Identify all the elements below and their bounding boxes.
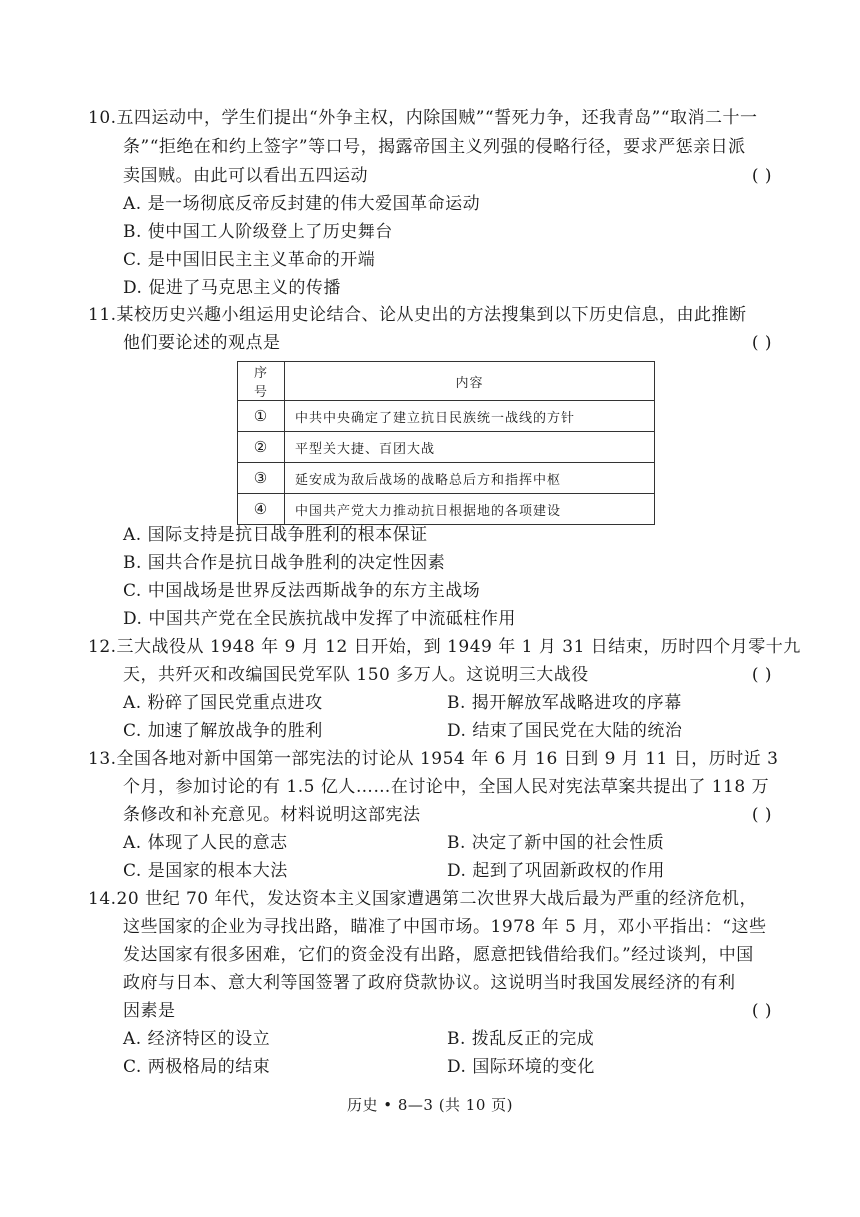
q13-answer-bracket: ( ) (751, 805, 772, 825)
q14-stem-line (88, 885, 772, 913)
q14-option-c (123, 1053, 423, 1081)
q12-option-c (123, 717, 423, 745)
table-cell-content: 中共中央确定了建立抗日民族统一战线的方针 (285, 401, 655, 432)
q13-option-c (123, 857, 423, 885)
q12-answer-bracket: ( ) (751, 665, 772, 685)
option-text: B. 使中国工人阶级登上了历史舞台 (123, 222, 393, 242)
q14-stem-line (123, 997, 772, 1025)
option-text: B. 国共合作是抗日战争胜利的决定性因素 (123, 553, 446, 573)
q12-stem-text: 天，共歼灭和改编国民党军队 150 多万人。这说明三大战役 (123, 665, 589, 685)
q14-option-d (447, 1053, 747, 1081)
q12-option-b (447, 689, 747, 717)
table-row (238, 401, 655, 432)
q13-stem-line (88, 745, 779, 773)
option-text: A. 经济特区的设立 (123, 1029, 271, 1049)
table-row (238, 463, 655, 494)
option-text: D. 促进了马克思主义的传播 (123, 278, 341, 298)
q10-stem-line (123, 133, 772, 161)
q11-info-table (237, 361, 655, 525)
option-text: D. 起到了巩固新政权的作用 (447, 861, 665, 881)
option-text: C. 两极格局的结束 (123, 1057, 271, 1077)
table-row (238, 432, 655, 463)
q12-option-d (447, 717, 747, 745)
option-text: D. 国际环境的变化 (447, 1057, 595, 1077)
q14-stem-text: 政府与日本、意大利等国签署了政府贷款协议。这说明当时我国发展经济的有利 (123, 973, 736, 993)
q11-stem-text: 他们要论述的观点是 (123, 333, 281, 353)
q10-stem-line (88, 104, 772, 132)
option-text: B. 揭开解放军战略进攻的序幕 (447, 693, 682, 713)
table-header-number: 序号 (238, 362, 285, 401)
page-footer: 历史 • 8—3 (共 10 页) (346, 1096, 514, 1114)
q14-stem-text: 因素是 (123, 1001, 176, 1021)
option-text: D. 中国共产党在全民族抗战中发挥了中流砥柱作用 (123, 609, 516, 629)
q11-stem-line (123, 329, 772, 357)
option-text: B. 决定了新中国的社会性质 (447, 833, 665, 853)
q13-stem-line (123, 801, 772, 829)
q11-stem-line (88, 301, 772, 329)
option-text: C. 中国战场是世界反法西斯战争的东方主战场 (123, 581, 481, 601)
q11-option-c (123, 577, 772, 605)
table-row (238, 494, 655, 525)
table-cell-number: ③ (238, 463, 285, 494)
q12-stem-text: 12.三大战役从 1948 年 9 月 12 日开始，到 1949 年 1 月 31 日结束，历时四个月零十九 (88, 637, 801, 657)
q13-stem-text: 13.全国各地对新中国第一部宪法的讨论从 1954 年 6 月 16 日到 9 月 11 日，历时近 3 (88, 749, 779, 769)
q11-option-b (123, 549, 772, 577)
table-cell-number: ① (238, 401, 285, 432)
q10-stem-line (123, 162, 772, 190)
option-text: B. 拨乱反正的完成 (447, 1029, 595, 1049)
q11-stem-text: 11.某校历史兴趣小组运用史论结合、论从史出的方法搜集到以下历史信息，由此推断 (88, 305, 747, 325)
q13-stem-line (123, 773, 772, 801)
table-header-content: 内容 (285, 362, 655, 401)
q14-stem-line (123, 969, 772, 997)
q11-option-d (123, 605, 772, 633)
option-text: A. 粉碎了国民党重点进攻 (123, 693, 323, 713)
q13-stem-text: 个月，参加讨论的有 1.5 亿人……在讨论中，全国人民对宪法草案共提出了 118 万 (123, 777, 770, 797)
q13-option-b (447, 829, 747, 857)
table-cell-number: ④ (238, 494, 285, 525)
q10-option-d (123, 274, 772, 302)
table-cell-number: ② (238, 432, 285, 463)
table-cell-content: 平型关大捷、百团大战 (285, 432, 655, 463)
q14-stem-line (123, 941, 772, 969)
option-text: A. 国际支持是抗日战争胜利的根本保证 (123, 525, 428, 545)
q13-stem-text: 条修改和补充意见。材料说明这部宪法 (123, 805, 421, 825)
q11-option-a (123, 521, 772, 549)
table-cell-content: 延安成为敌后战场的战略总后方和指挥中枢 (285, 463, 655, 494)
q13-option-a (123, 829, 423, 857)
q12-option-a (123, 689, 423, 717)
q10-stem-text: 卖国贼。由此可以看出五四运动 (123, 166, 368, 186)
q14-stem-text: 14.20 世纪 70 年代，发达资本主义国家遭遇第二次世界大战后最为严重的经济危机， (88, 889, 758, 909)
option-text: C. 是中国旧民主主义革命的开端 (123, 250, 376, 270)
q12-stem-line (88, 633, 801, 661)
option-text: C. 是国家的根本大法 (123, 861, 288, 881)
q14-option-a (123, 1025, 423, 1053)
q12-stem-line (123, 661, 772, 689)
q13-option-d (447, 857, 747, 885)
q10-stem-text: 条”“拒绝在和约上签字”等口号，揭露帝国主义列强的侵略行径，要求严惩亲日派 (123, 137, 746, 157)
q10-stem-text: 10.五四运动中，学生们提出“外争主权，内除国贼”“誓死力争，还我青岛”“取消二十一 (88, 108, 758, 128)
q10-option-b (123, 218, 772, 246)
table-cell-content: 中国共产党大力推动抗日根据地的各项建设 (285, 494, 655, 525)
q10-option-a (123, 190, 772, 218)
q14-option-b (447, 1025, 747, 1053)
q10-answer-bracket: ( ) (751, 166, 772, 186)
option-text: C. 加速了解放战争的胜利 (123, 721, 323, 741)
q14-stem-text: 这些国家的企业为寻找出路，瞄准了中国市场。1978 年 5 月，邓小平指出：“这些 (123, 917, 767, 937)
q14-stem-line (123, 913, 772, 941)
option-text: A. 体现了人民的意志 (123, 833, 288, 853)
option-text: A. 是一场彻底反帝反封建的伟大爱国革命运动 (123, 194, 481, 214)
q11-answer-bracket: ( ) (751, 333, 772, 353)
q14-stem-text: 发达国家有很多困难，它们的资金没有出路，愿意把钱借给我们。”经过谈判，中国 (123, 945, 754, 965)
q10-option-c (123, 246, 772, 274)
q14-answer-bracket: ( ) (751, 1001, 772, 1021)
table-header-row (238, 362, 655, 401)
option-text: D. 结束了国民党在大陆的统治 (447, 721, 683, 741)
